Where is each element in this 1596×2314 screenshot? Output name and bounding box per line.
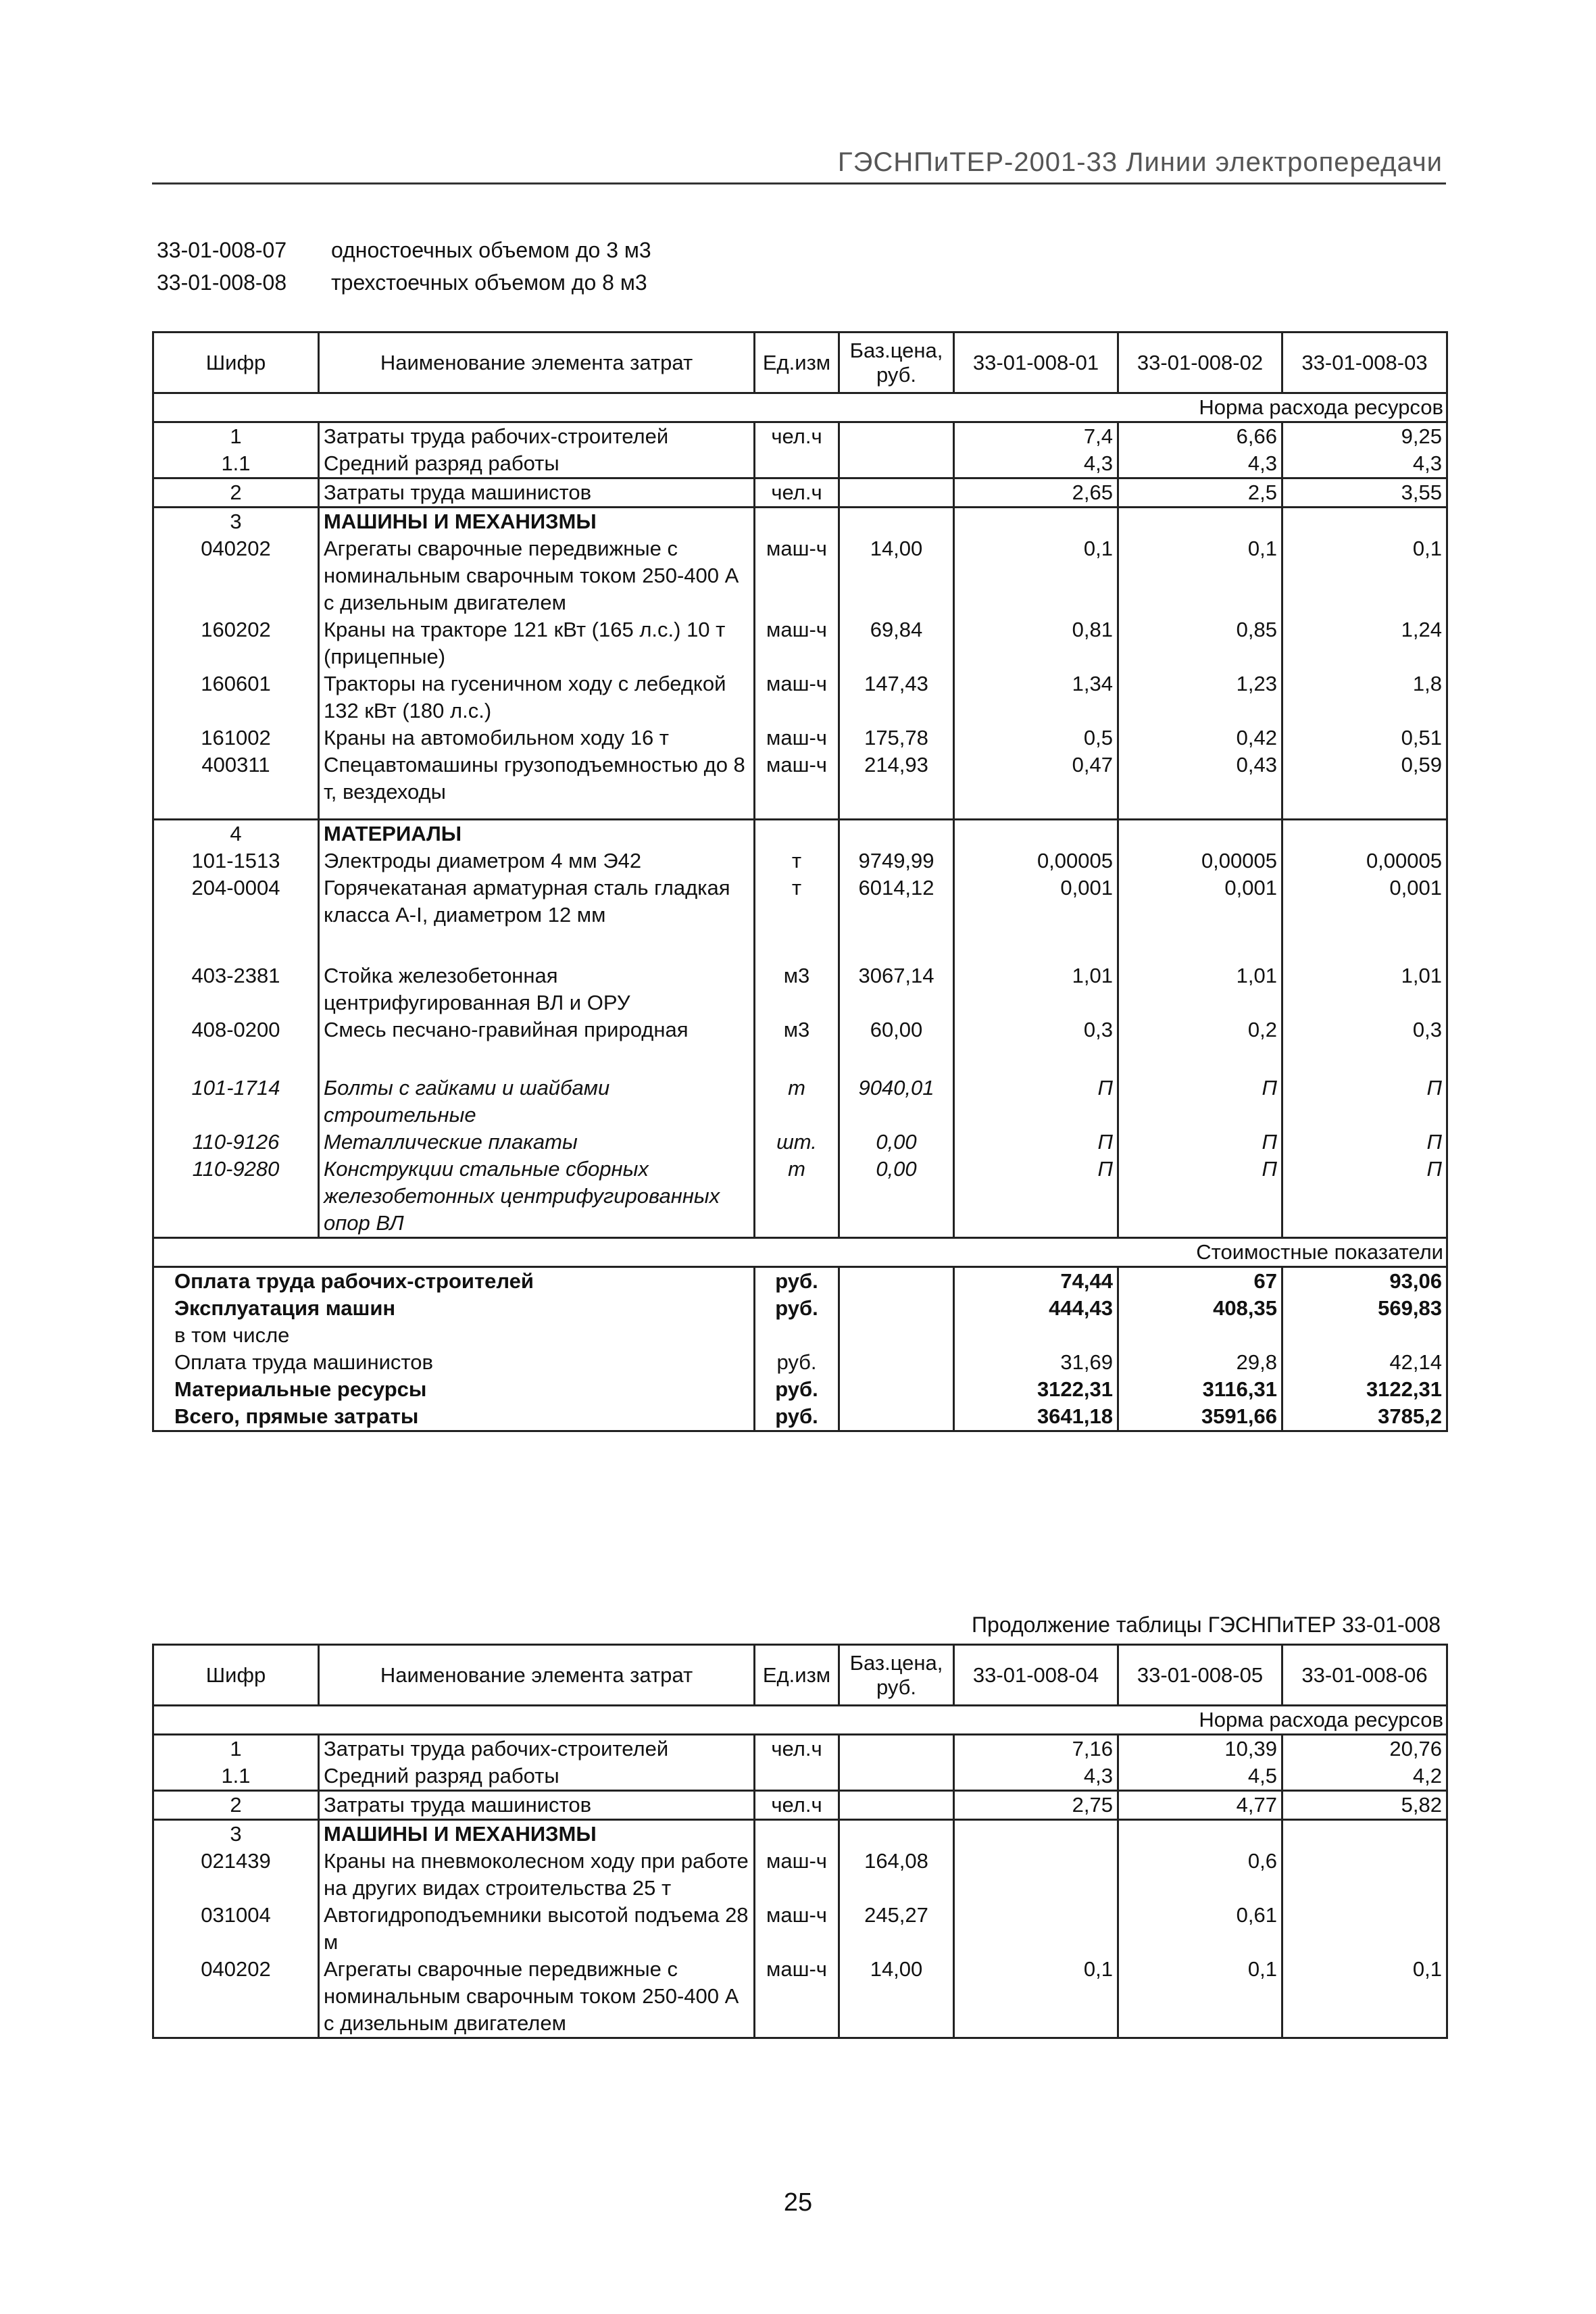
row-value-1: 7,16 (954, 1735, 1118, 1763)
row-price: 164,08 (839, 1848, 954, 1902)
cost-value-3 (1282, 1322, 1447, 1349)
table-row (153, 450, 1447, 478)
row-value-3 (1282, 1848, 1447, 1902)
section-title: МАШИНЫ И МЕХАНИЗМЫ (319, 1820, 755, 1848)
header-col-2: 33-01-008-02 (1118, 333, 1282, 393)
row-value-2: 0,2 (1118, 1016, 1282, 1075)
cost-value-3: 42,14 (1282, 1349, 1447, 1376)
row-name: Конструкции стальные сборных железобетонных центрифугированных опор ВЛ (319, 1156, 755, 1238)
row-code: 400311 (153, 752, 319, 819)
row-price: 60,00 (839, 1016, 954, 1075)
row-name: Краны на автомобильном ходу 16 т (319, 724, 755, 752)
cost-value-2 (1118, 1322, 1282, 1349)
cost-name: Материальные ресурсы (153, 1376, 755, 1403)
row-value-3: 0,001 (1282, 875, 1447, 962)
table-row (153, 1075, 1447, 1129)
cost-row (153, 1295, 1447, 1322)
code-line (157, 238, 651, 263)
row-unit: чел.ч (755, 1791, 839, 1820)
row-value-2: П (1118, 1156, 1282, 1238)
row-value-3: 0,1 (1282, 535, 1447, 616)
row-code: 160601 (153, 670, 319, 724)
code-line-text: трехстоечных объемом до 8 м3 (331, 270, 647, 295)
section-row (153, 508, 1447, 536)
row-value-3: П (1282, 1075, 1447, 1129)
row-price: 9040,01 (839, 1075, 954, 1129)
table-header-row (153, 1645, 1447, 1706)
cost-unit: руб. (755, 1266, 839, 1295)
cost-name: Всего, прямые затраты (153, 1403, 755, 1431)
row-unit: м3 (755, 1016, 839, 1075)
cost-label-row (153, 1237, 1447, 1266)
row-value-3 (1282, 1902, 1447, 1956)
row-value-3: 0,00005 (1282, 847, 1447, 875)
row-value-3: 5,82 (1282, 1791, 1447, 1820)
row-code: 110-9280 (153, 1156, 319, 1238)
row-code: 040202 (153, 1956, 319, 2038)
row-value-2: 0,1 (1118, 535, 1282, 616)
row-unit: чел.ч (755, 422, 839, 451)
row-code: 403-2381 (153, 962, 319, 1016)
row-code: 3 (153, 1820, 319, 1848)
row-code: 4 (153, 819, 319, 847)
row-code: 1.1 (153, 450, 319, 478)
row-name: Металлические плакаты (319, 1129, 755, 1156)
norm-label-row (153, 1706, 1447, 1735)
table-row (153, 670, 1447, 724)
norm-label: Норма расхода ресурсов (153, 393, 1447, 422)
row-price: 9749,99 (839, 847, 954, 875)
row-unit: маш-ч (755, 724, 839, 752)
cost-value-1: 3122,31 (954, 1376, 1118, 1403)
row-value-1: 0,81 (954, 616, 1118, 670)
section-title: МАТЕРИАЛЫ (319, 819, 755, 847)
row-price: 6014,12 (839, 875, 954, 962)
row-value-3: 0,51 (1282, 724, 1447, 752)
row-code: 2 (153, 478, 319, 508)
row-value-2: 10,39 (1118, 1735, 1282, 1763)
row-value-2: 0,43 (1118, 752, 1282, 819)
section-row (153, 819, 1447, 847)
row-code: 204-0004 (153, 875, 319, 962)
row-value-2: 6,66 (1118, 422, 1282, 451)
row-name: Средний разряд работы (319, 450, 755, 478)
row-name: Болты с гайками и шайбами строительные (319, 1075, 755, 1129)
row-price: 245,27 (839, 1902, 954, 1956)
row-value-3: П (1282, 1156, 1447, 1238)
row-price: 3067,14 (839, 962, 954, 1016)
row-unit: маш-ч (755, 616, 839, 670)
row-unit: т (755, 1075, 839, 1129)
row-value-2: 4,3 (1118, 450, 1282, 478)
row-value-1: П (954, 1075, 1118, 1129)
row-code: 040202 (153, 535, 319, 616)
row-unit: маш-ч (755, 1956, 839, 2038)
header-unit: Ед.изм (755, 333, 839, 393)
cost-unit: руб. (755, 1376, 839, 1403)
row-price: 147,43 (839, 670, 954, 724)
row-price: 14,00 (839, 535, 954, 616)
cost-row (153, 1376, 1447, 1403)
row-unit (755, 450, 839, 478)
row-value-1: 0,47 (954, 752, 1118, 819)
row-value-3: 9,25 (1282, 422, 1447, 451)
header-col-2: 33-01-008-05 (1118, 1645, 1282, 1706)
row-value-2: 4,77 (1118, 1791, 1282, 1820)
cost-name: в том числе (153, 1322, 755, 1349)
row-price (839, 450, 954, 478)
table-row (153, 1956, 1447, 2038)
row-name: Затраты труда машинистов (319, 1791, 755, 1820)
row-name: Тракторы на гусеничном ходу с лебедкой 132 кВт (180 л.с.) (319, 670, 755, 724)
row-code: 161002 (153, 724, 319, 752)
header-col-3: 33-01-008-06 (1282, 1645, 1447, 1706)
table-row (153, 1735, 1447, 1763)
header-code: Шифр (153, 333, 319, 393)
header-rule (152, 182, 1446, 184)
cost-row (153, 1349, 1447, 1376)
row-value-1: 0,1 (954, 1956, 1118, 2038)
row-unit: маш-ч (755, 752, 839, 819)
table-row (153, 422, 1447, 451)
row-value-3: 4,2 (1282, 1763, 1447, 1791)
cost-label: Стоимостные показатели (153, 1237, 1447, 1266)
row-value-3: 0,59 (1282, 752, 1447, 819)
page-number: 25 (783, 2188, 813, 2217)
row-code: 1 (153, 1735, 319, 1763)
row-value-2: 1,23 (1118, 670, 1282, 724)
row-name: Горячекатаная арматурная сталь гладкая класса А-I, диаметром 12 мм (319, 875, 755, 962)
row-unit (755, 1763, 839, 1791)
cost-unit: руб. (755, 1295, 839, 1322)
row-value-3: 1,01 (1282, 962, 1447, 1016)
row-value-2: 0,6 (1118, 1848, 1282, 1902)
row-name: Стойка железобетонная центрифугированная ВЛ и ОРУ (319, 962, 755, 1016)
row-price: 0,00 (839, 1156, 954, 1238)
resource-table-2 (152, 1644, 1448, 2039)
header-col-1: 33-01-008-04 (954, 1645, 1118, 1706)
row-name: Затраты труда рабочих-строителей (319, 1735, 755, 1763)
row-code: 1.1 (153, 1763, 319, 1791)
code-line-code: 33-01-008-08 (157, 270, 287, 295)
section-title: МАШИНЫ И МЕХАНИЗМЫ (319, 508, 755, 536)
row-code: 2 (153, 1791, 319, 1820)
cost-row (153, 1266, 1447, 1295)
row-price (839, 422, 954, 451)
row-value-3: 4,3 (1282, 450, 1447, 478)
row-value-2: 0,001 (1118, 875, 1282, 962)
cost-value-2: 67 (1118, 1266, 1282, 1295)
code-line-text: одностоечных объемом до 3 м3 (331, 238, 651, 262)
row-code: 408-0200 (153, 1016, 319, 1075)
header-price: Баз.цена, руб. (839, 1645, 954, 1706)
row-code: 110-9126 (153, 1129, 319, 1156)
cost-value-3: 3122,31 (1282, 1376, 1447, 1403)
row-unit: маш-ч (755, 670, 839, 724)
row-price: 0,00 (839, 1129, 954, 1156)
cost-name: Оплата труда рабочих-строителей (153, 1266, 755, 1295)
header-col-3: 33-01-008-03 (1282, 333, 1447, 393)
row-name: Затраты труда рабочих-строителей (319, 422, 755, 451)
row-price (839, 1791, 954, 1820)
header-name: Наименование элемента затрат (319, 1645, 755, 1706)
row-value-1 (954, 1848, 1118, 1902)
cost-value-1: 74,44 (954, 1266, 1118, 1295)
cost-value-1: 444,43 (954, 1295, 1118, 1322)
cost-value-2: 3116,31 (1118, 1376, 1282, 1403)
cost-value-3: 3785,2 (1282, 1403, 1447, 1431)
row-unit: маш-ч (755, 1848, 839, 1902)
table-row (153, 847, 1447, 875)
continuation-caption: Продолжение таблицы ГЭСНПиТЕР 33-01-008 (972, 1613, 1441, 1637)
row-price: 69,84 (839, 616, 954, 670)
table-row (153, 875, 1447, 962)
norm-label-row (153, 393, 1447, 422)
row-code: 1 (153, 422, 319, 451)
row-value-1: 1,01 (954, 962, 1118, 1016)
cost-row (153, 1403, 1447, 1431)
row-code: 160202 (153, 616, 319, 670)
row-value-1: 2,75 (954, 1791, 1118, 1820)
row-value-1: 0,3 (954, 1016, 1118, 1075)
row-unit: т (755, 1156, 839, 1238)
row-name: Краны на пневмоколесном ходу при работе на других видах строительства 25 т (319, 1848, 755, 1902)
row-price: 175,78 (839, 724, 954, 752)
cost-value-3: 93,06 (1282, 1266, 1447, 1295)
row-price: 14,00 (839, 1956, 954, 2038)
running-header: ГЭСНПиТЕР-2001-33 Линии электропередачи (837, 147, 1443, 177)
table-row (153, 1848, 1447, 1902)
row-value-2: П (1118, 1129, 1282, 1156)
section-row (153, 1820, 1447, 1848)
row-unit: м3 (755, 962, 839, 1016)
table-row (153, 962, 1447, 1016)
row-value-3: 0,3 (1282, 1016, 1447, 1075)
cost-value-1: 31,69 (954, 1349, 1118, 1376)
cost-name: Эксплуатация машин (153, 1295, 755, 1322)
row-name: Автогидроподъемники высотой подъема 28 м (319, 1902, 755, 1956)
table-row (153, 752, 1447, 819)
norm-label: Норма расхода ресурсов (153, 1706, 1447, 1735)
row-value-3: 3,55 (1282, 478, 1447, 508)
row-value-2: 0,00005 (1118, 847, 1282, 875)
row-unit: чел.ч (755, 1735, 839, 1763)
row-value-1: 7,4 (954, 422, 1118, 451)
table-row (153, 616, 1447, 670)
row-unit: т (755, 875, 839, 962)
row-name: Агрегаты сварочные передвижные с номинальным сварочным током 250-400 А с дизельным двигателем (319, 1956, 755, 2038)
row-name: Средний разряд работы (319, 1763, 755, 1791)
row-value-2: 0,42 (1118, 724, 1282, 752)
row-value-1: 0,00005 (954, 847, 1118, 875)
header-code: Шифр (153, 1645, 319, 1706)
table-row (153, 1156, 1447, 1238)
row-value-3: 0,1 (1282, 1956, 1447, 2038)
row-value-1 (954, 1902, 1118, 1956)
header-price: Баз.цена, руб. (839, 333, 954, 393)
row-value-1: П (954, 1156, 1118, 1238)
row-code: 101-1714 (153, 1075, 319, 1129)
row-value-1: 0,5 (954, 724, 1118, 752)
row-value-2: 0,61 (1118, 1902, 1282, 1956)
code-line-code: 33-01-008-07 (157, 238, 287, 262)
row-name: Агрегаты сварочные передвижные с номинальным сварочным током 250-400 А с дизельным двигателем (319, 535, 755, 616)
row-price (839, 478, 954, 508)
cost-value-2: 29,8 (1118, 1349, 1282, 1376)
row-value-3: 1,24 (1282, 616, 1447, 670)
row-value-2: 2,5 (1118, 478, 1282, 508)
cost-value-3: 569,83 (1282, 1295, 1447, 1322)
table-row (153, 478, 1447, 508)
row-unit: маш-ч (755, 535, 839, 616)
table-row (153, 1016, 1447, 1075)
table-row (153, 1129, 1447, 1156)
row-name: Краны на тракторе 121 кВт (165 л.с.) 10 т (прицепные) (319, 616, 755, 670)
row-price (839, 1735, 954, 1763)
cost-value-2: 3591,66 (1118, 1403, 1282, 1431)
header-name: Наименование элемента затрат (319, 333, 755, 393)
row-value-1: 4,3 (954, 1763, 1118, 1791)
row-value-2: 1,01 (1118, 962, 1282, 1016)
table-header-row (153, 333, 1447, 393)
cost-unit: руб. (755, 1349, 839, 1376)
code-line (157, 270, 647, 295)
cost-value-1: 3641,18 (954, 1403, 1118, 1431)
row-name: Электроды диаметром 4 мм Э42 (319, 847, 755, 875)
table-row (153, 1763, 1447, 1791)
row-code: 031004 (153, 1902, 319, 1956)
cost-name: Оплата труда машинистов (153, 1349, 755, 1376)
row-name: Спецавтомашины грузоподъемностью до 8 т, вездеходы (319, 752, 755, 819)
cost-value-2: 408,35 (1118, 1295, 1282, 1322)
row-value-3: 20,76 (1282, 1735, 1447, 1763)
row-unit: маш-ч (755, 1902, 839, 1956)
row-value-3: П (1282, 1129, 1447, 1156)
row-value-2: 0,1 (1118, 1956, 1282, 2038)
cost-unit (755, 1322, 839, 1349)
row-value-1: 1,34 (954, 670, 1118, 724)
row-price (839, 1763, 954, 1791)
row-value-2: 0,85 (1118, 616, 1282, 670)
header-col-1: 33-01-008-01 (954, 333, 1118, 393)
row-code: 021439 (153, 1848, 319, 1902)
row-value-2: 4,5 (1118, 1763, 1282, 1791)
row-code: 3 (153, 508, 319, 536)
cost-row (153, 1322, 1447, 1349)
row-value-1: П (954, 1129, 1118, 1156)
cost-unit: руб. (755, 1403, 839, 1431)
row-name: Смесь песчано-гравийная природная (319, 1016, 755, 1075)
table-row (153, 1902, 1447, 1956)
row-value-3: 1,8 (1282, 670, 1447, 724)
row-price: 214,93 (839, 752, 954, 819)
row-value-1: 2,65 (954, 478, 1118, 508)
row-code: 101-1513 (153, 847, 319, 875)
table-row (153, 1791, 1447, 1820)
row-unit: т (755, 847, 839, 875)
table-row (153, 535, 1447, 616)
row-value-1: 4,3 (954, 450, 1118, 478)
row-value-1: 0,1 (954, 535, 1118, 616)
row-unit: чел.ч (755, 478, 839, 508)
row-value-2: П (1118, 1075, 1282, 1129)
cost-value-1 (954, 1322, 1118, 1349)
resource-table-1 (152, 331, 1448, 1432)
row-name: Затраты труда машинистов (319, 478, 755, 508)
header-unit: Ед.изм (755, 1645, 839, 1706)
row-value-1: 0,001 (954, 875, 1118, 962)
table-row (153, 724, 1447, 752)
row-unit: шт. (755, 1129, 839, 1156)
